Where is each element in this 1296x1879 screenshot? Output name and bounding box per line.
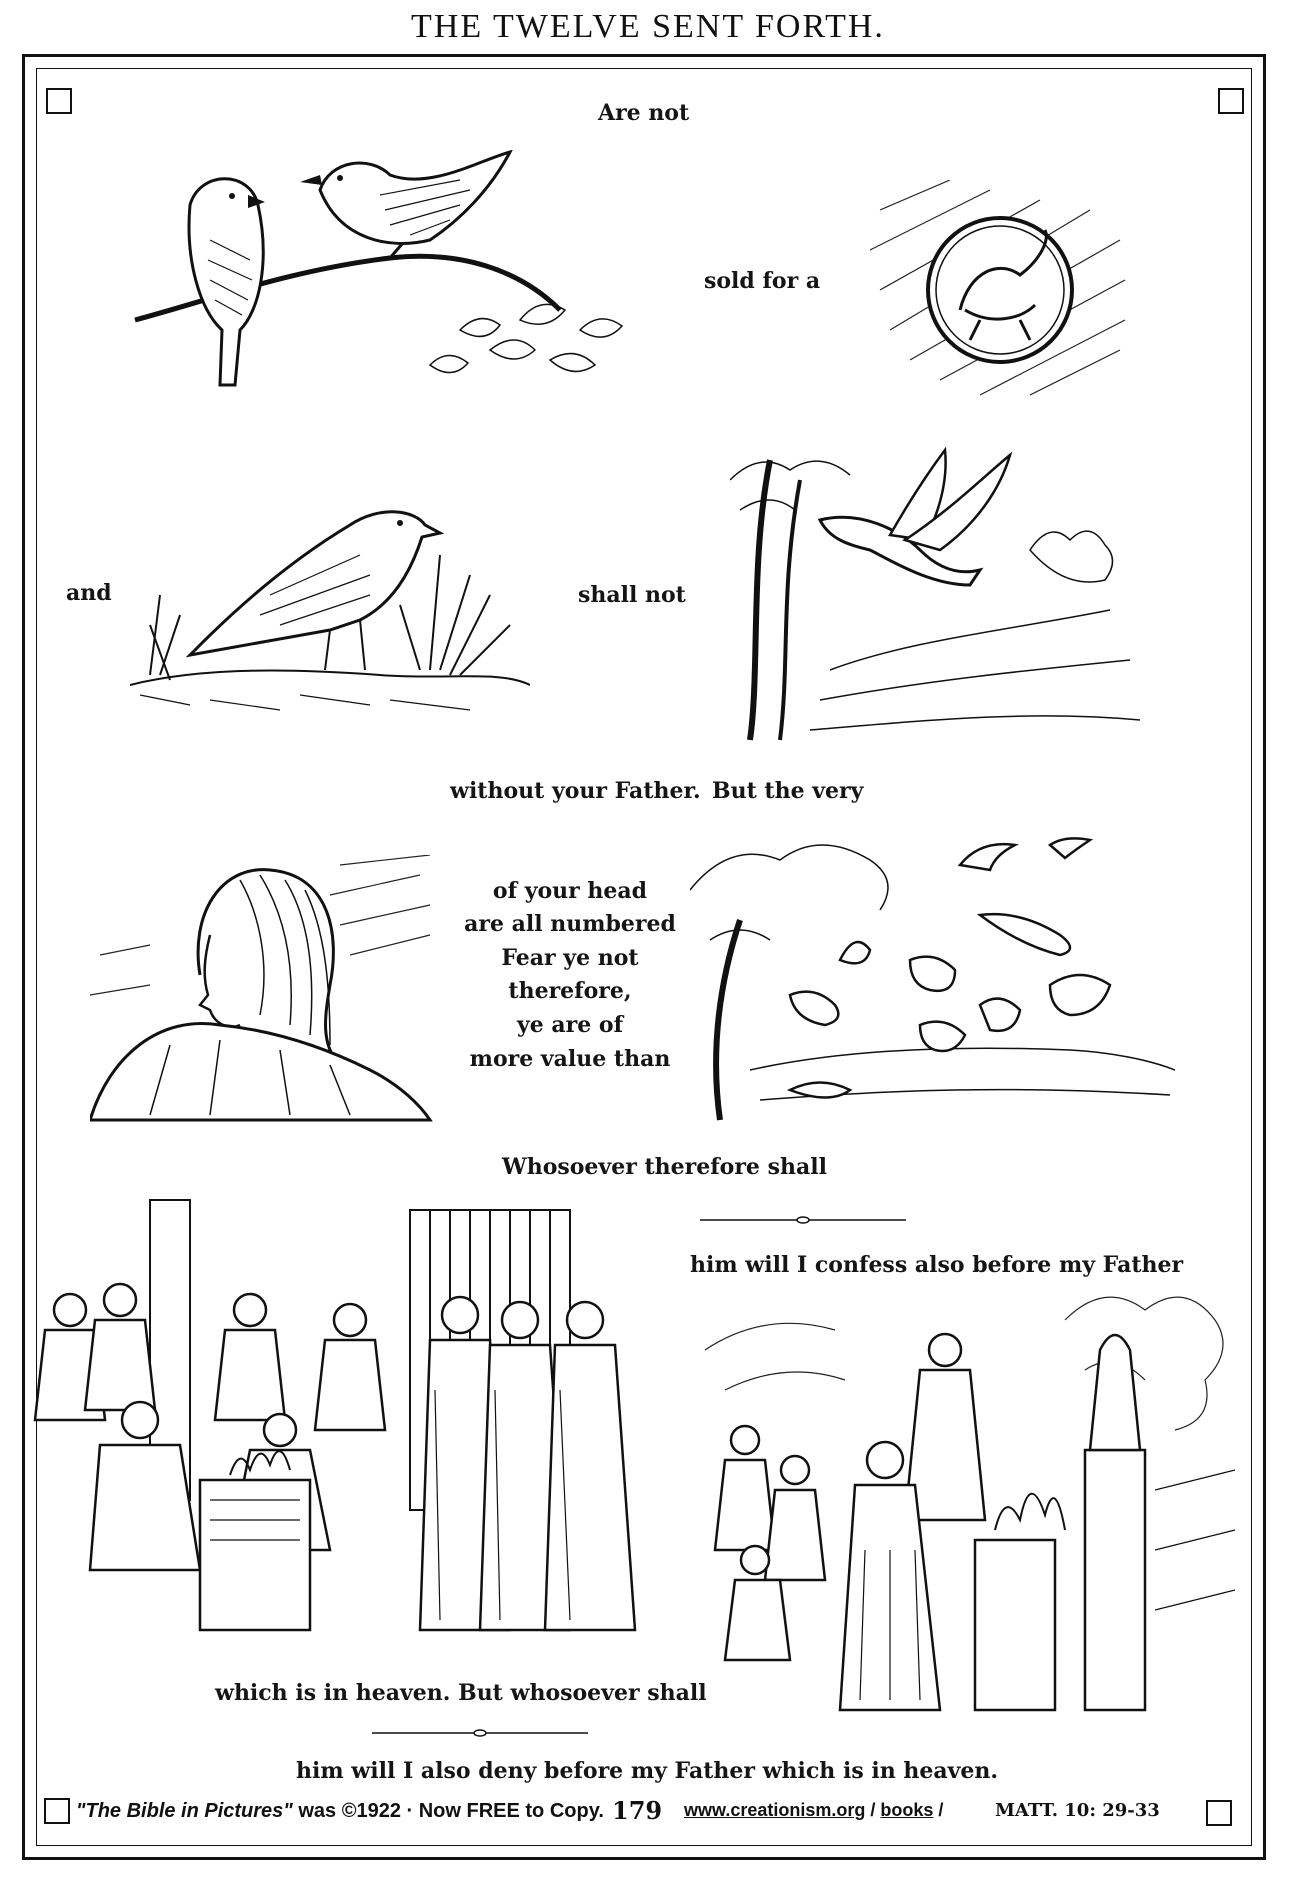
text-which-in-heaven: which is in heaven. But whosoever shall <box>215 1680 707 1706</box>
text-are-all-numbered: are all numbered <box>464 911 676 937</box>
text-shall-not: shall not <box>578 582 686 608</box>
footer-url-path[interactable]: books <box>880 1800 934 1820</box>
text-of-your-head: of your head <box>492 878 648 904</box>
page-number: 179 <box>612 1796 663 1825</box>
footer-url-sep: / <box>865 1800 881 1820</box>
corner-ornament-bottom-right <box>1206 1800 1232 1826</box>
scripture-reference: MATT. 10: 29-33 <box>995 1800 1160 1821</box>
flock-of-sparrows-illustration <box>690 830 1175 1130</box>
footer-url[interactable] <box>684 1800 943 1821</box>
text-confess-before: him will I confess also before my Father <box>690 1252 1184 1278</box>
confessing-scene-illustration <box>30 1190 690 1670</box>
text-deny-before: him will I also deny before my Father which is in heaven. <box>296 1758 999 1784</box>
two-sparrows-illustration <box>130 150 640 395</box>
page-title: THE TWELVE SENT FORTH. <box>411 8 885 45</box>
corner-ornament-top-left <box>46 88 72 114</box>
text-whosoever-shall: Whosoever therefore shall <box>502 1154 827 1180</box>
footer-url-end: / <box>933 1800 944 1820</box>
footer-copyright-text: was ©1922 · Now FREE to Copy. <box>292 1800 604 1822</box>
denying-scene-illustration <box>705 1290 1240 1715</box>
text-more-value-than: more value than <box>469 1046 671 1072</box>
text-but-the-very: But the very <box>712 778 864 804</box>
coin-illustration <box>870 180 1130 400</box>
text-are-not: Are not <box>598 100 690 126</box>
footer-book-title: "The Bible in Pictures" <box>76 1800 293 1822</box>
sparrow-ground-illustration <box>130 495 530 730</box>
text-ye-are-of: ye are of <box>516 1012 624 1038</box>
corner-ornament-bottom-left <box>44 1798 70 1824</box>
text-and: and <box>66 580 112 606</box>
head-of-hair-illustration <box>90 855 435 1125</box>
footer-url-site[interactable]: www.creationism.org <box>684 1800 866 1820</box>
text-fear-ye-not: Fear ye not <box>501 945 639 971</box>
ornament-rule-upper <box>700 1215 906 1225</box>
text-without-father: without your Father. <box>450 778 701 804</box>
text-sold-for-a: sold for a <box>704 268 821 294</box>
ornament-rule-lower <box>372 1728 588 1738</box>
footer-copyright <box>76 1800 604 1823</box>
text-therefore: therefore, <box>508 978 632 1004</box>
falling-bird-illustration <box>730 440 1150 745</box>
corner-ornament-top-right <box>1218 88 1244 114</box>
